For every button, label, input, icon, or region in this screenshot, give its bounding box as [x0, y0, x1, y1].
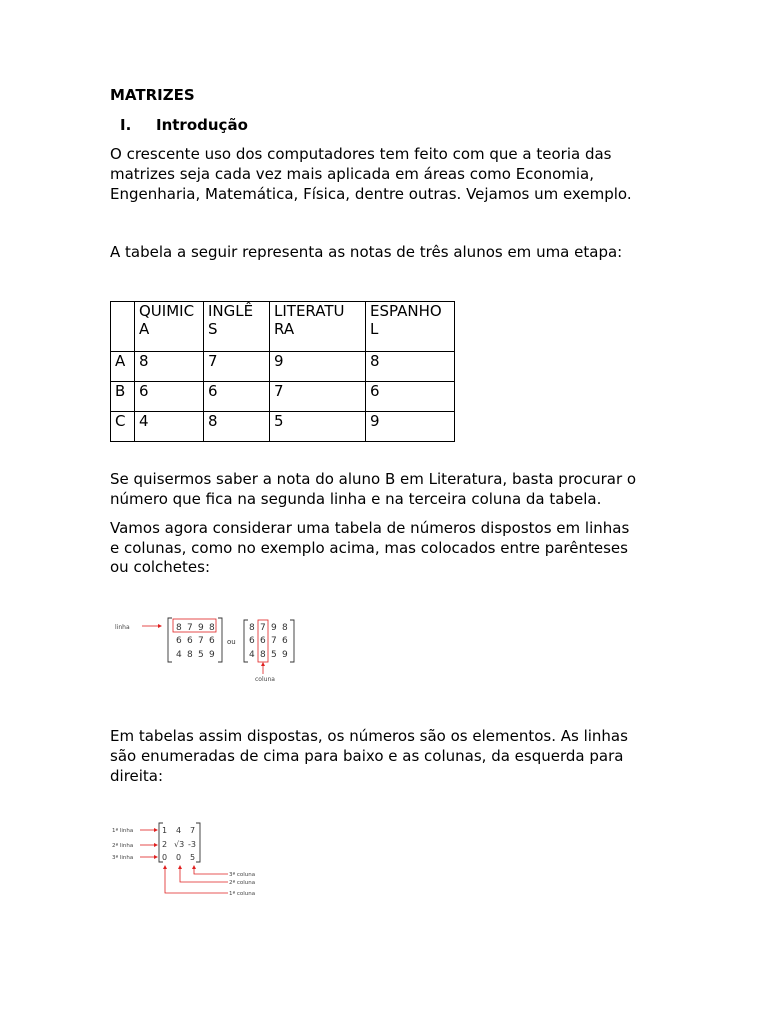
table-cell: 4	[135, 412, 204, 442]
left-bracket-icon	[244, 620, 248, 662]
matrix-cell: -3	[188, 840, 196, 849]
column-arrow-line-1	[165, 866, 228, 893]
table-row	[111, 382, 455, 412]
after-table-line-1: Se quisermos saber a nota do aluno B em Literatura, basta procurar o	[110, 470, 637, 488]
table-cell: 8	[135, 352, 204, 382]
row-arrow-head-icon	[158, 624, 162, 628]
matrix-cell: 9	[282, 650, 288, 660]
header-cell-espanhol: ESPANHO L	[366, 302, 455, 352]
table-row	[111, 352, 455, 382]
matrix-cell: 8	[249, 623, 255, 633]
table-cell: B	[111, 382, 135, 412]
document-title: MATRIZES	[110, 86, 195, 104]
matrix-cell: 6	[187, 636, 193, 646]
consider-line-2: e colunas, como no exemplo acima, mas colocados entre parênteses	[110, 539, 628, 557]
matrix-cell: √3	[174, 840, 185, 849]
right-bracket-icon	[290, 620, 294, 662]
matrix-row-column-figure	[110, 610, 310, 685]
intro-line-2: matrizes seja cada vez mais aplicada em áreas como Economia,	[110, 165, 595, 183]
matrix-cell: 8	[176, 623, 182, 633]
table-row	[111, 412, 455, 442]
column-arrow-head-icon	[261, 662, 265, 666]
elements-line-3: direita:	[110, 767, 164, 785]
matrix-cell: 8	[260, 650, 266, 660]
matrix-cell: 4	[176, 650, 182, 660]
header-cell-ingles: INGLÊ S	[204, 302, 270, 352]
matrix-cell: 9	[271, 623, 277, 633]
matrix-cell: 7	[187, 623, 193, 633]
table-header-row	[111, 302, 455, 352]
table-cell: C	[111, 412, 135, 442]
matrix-cell: 2	[162, 840, 168, 849]
matrix-cell: 7	[198, 636, 204, 646]
table-intro: A tabela a seguir representa as notas de três alunos em uma etapa:	[110, 243, 623, 261]
table-cell: 6	[135, 382, 204, 412]
table-cell: A	[111, 352, 135, 382]
matrix-cell: 1	[162, 826, 168, 835]
header-cell-literatura: LITERATU RA	[270, 302, 366, 352]
matrix-cell: 7	[271, 636, 277, 646]
table-cell: 5	[270, 412, 366, 442]
table-cell: 8	[204, 412, 270, 442]
right-bracket-icon	[218, 618, 222, 662]
section-title: Introdução	[156, 116, 248, 134]
matrix-cell: 4	[176, 826, 182, 835]
row-arrow-head-icon	[154, 855, 158, 859]
right-bracket-icon	[196, 823, 200, 862]
table-cell: 8	[366, 352, 455, 382]
section-number: I.	[120, 116, 132, 134]
matrix-cell: 9	[209, 650, 215, 660]
row-label-3: 3ª linha	[112, 855, 134, 861]
header-cell-empty	[111, 302, 135, 352]
column-label: coluna	[255, 676, 275, 683]
header-cell-quimica: QUIMIC A	[135, 302, 204, 352]
matrix-cell: 7	[190, 826, 196, 835]
intro-line-3: Engenharia, Matemática, Física, dentre outras. Vejamos um exemplo.	[110, 185, 632, 203]
column-arrow-head-icon	[163, 865, 167, 869]
matrix-numbering-figure	[110, 818, 270, 900]
intro-line-1: O crescente uso dos computadores tem feito com que a teoria das	[110, 145, 612, 163]
matrix-cell: 6	[249, 636, 255, 646]
consider-line-3: ou colchetes:	[110, 558, 211, 576]
matrix-cell: 7	[260, 623, 266, 633]
elements-line-2: são enumeradas de cima para baixo e as colunas, da esquerda para	[110, 747, 624, 765]
column-arrow-head-icon	[178, 865, 182, 869]
table-cell: 9	[366, 412, 455, 442]
elements-line-1: Em tabelas assim dispostas, os números são os elementos. As linhas	[110, 727, 628, 745]
table-cell: 6	[204, 382, 270, 412]
table-cell: 7	[204, 352, 270, 382]
matrix-cell: 4	[249, 650, 255, 660]
row-arrow-head-icon	[154, 828, 158, 832]
matrix-cell: 8	[282, 623, 288, 633]
table-cell: 7	[270, 382, 366, 412]
matrix-cell: 6	[260, 636, 266, 646]
matrix-cell: 5	[190, 853, 196, 862]
table-cell: 9	[270, 352, 366, 382]
row-label-1: 1ª linha	[112, 828, 134, 834]
matrix-cell: 0	[162, 853, 168, 862]
row-label-2: 2ª linha	[112, 843, 134, 849]
column-arrow-head-icon	[192, 865, 196, 869]
grades-table	[110, 301, 455, 442]
matrix-cell: 8	[209, 623, 215, 633]
column-label-1: 1ª coluna	[229, 891, 256, 897]
after-table-line-2: número que fica na segunda linha e na terceira coluna da tabela.	[110, 490, 602, 508]
row-arrow-head-icon	[154, 843, 158, 847]
matrix-cell: 8	[187, 650, 193, 660]
matrix-cell: 9	[198, 623, 204, 633]
column-label-3: 3ª coluna	[229, 872, 256, 878]
matrix-cell: 6	[209, 636, 215, 646]
matrix-cell: 6	[176, 636, 182, 646]
column-label-2: 2ª coluna	[229, 880, 256, 886]
matrix-cell: 5	[198, 650, 204, 660]
or-label: ou	[227, 638, 236, 646]
column-arrow-line-3	[194, 866, 228, 874]
left-bracket-icon	[168, 618, 172, 662]
row-label: linha	[115, 624, 130, 631]
matrix-cell: 0	[176, 853, 182, 862]
matrix-cell: 5	[271, 650, 277, 660]
consider-line-1: Vamos agora considerar uma tabela de números dispostos em linhas	[110, 519, 630, 537]
matrix-cell: 6	[282, 636, 288, 646]
table-cell: 6	[366, 382, 455, 412]
